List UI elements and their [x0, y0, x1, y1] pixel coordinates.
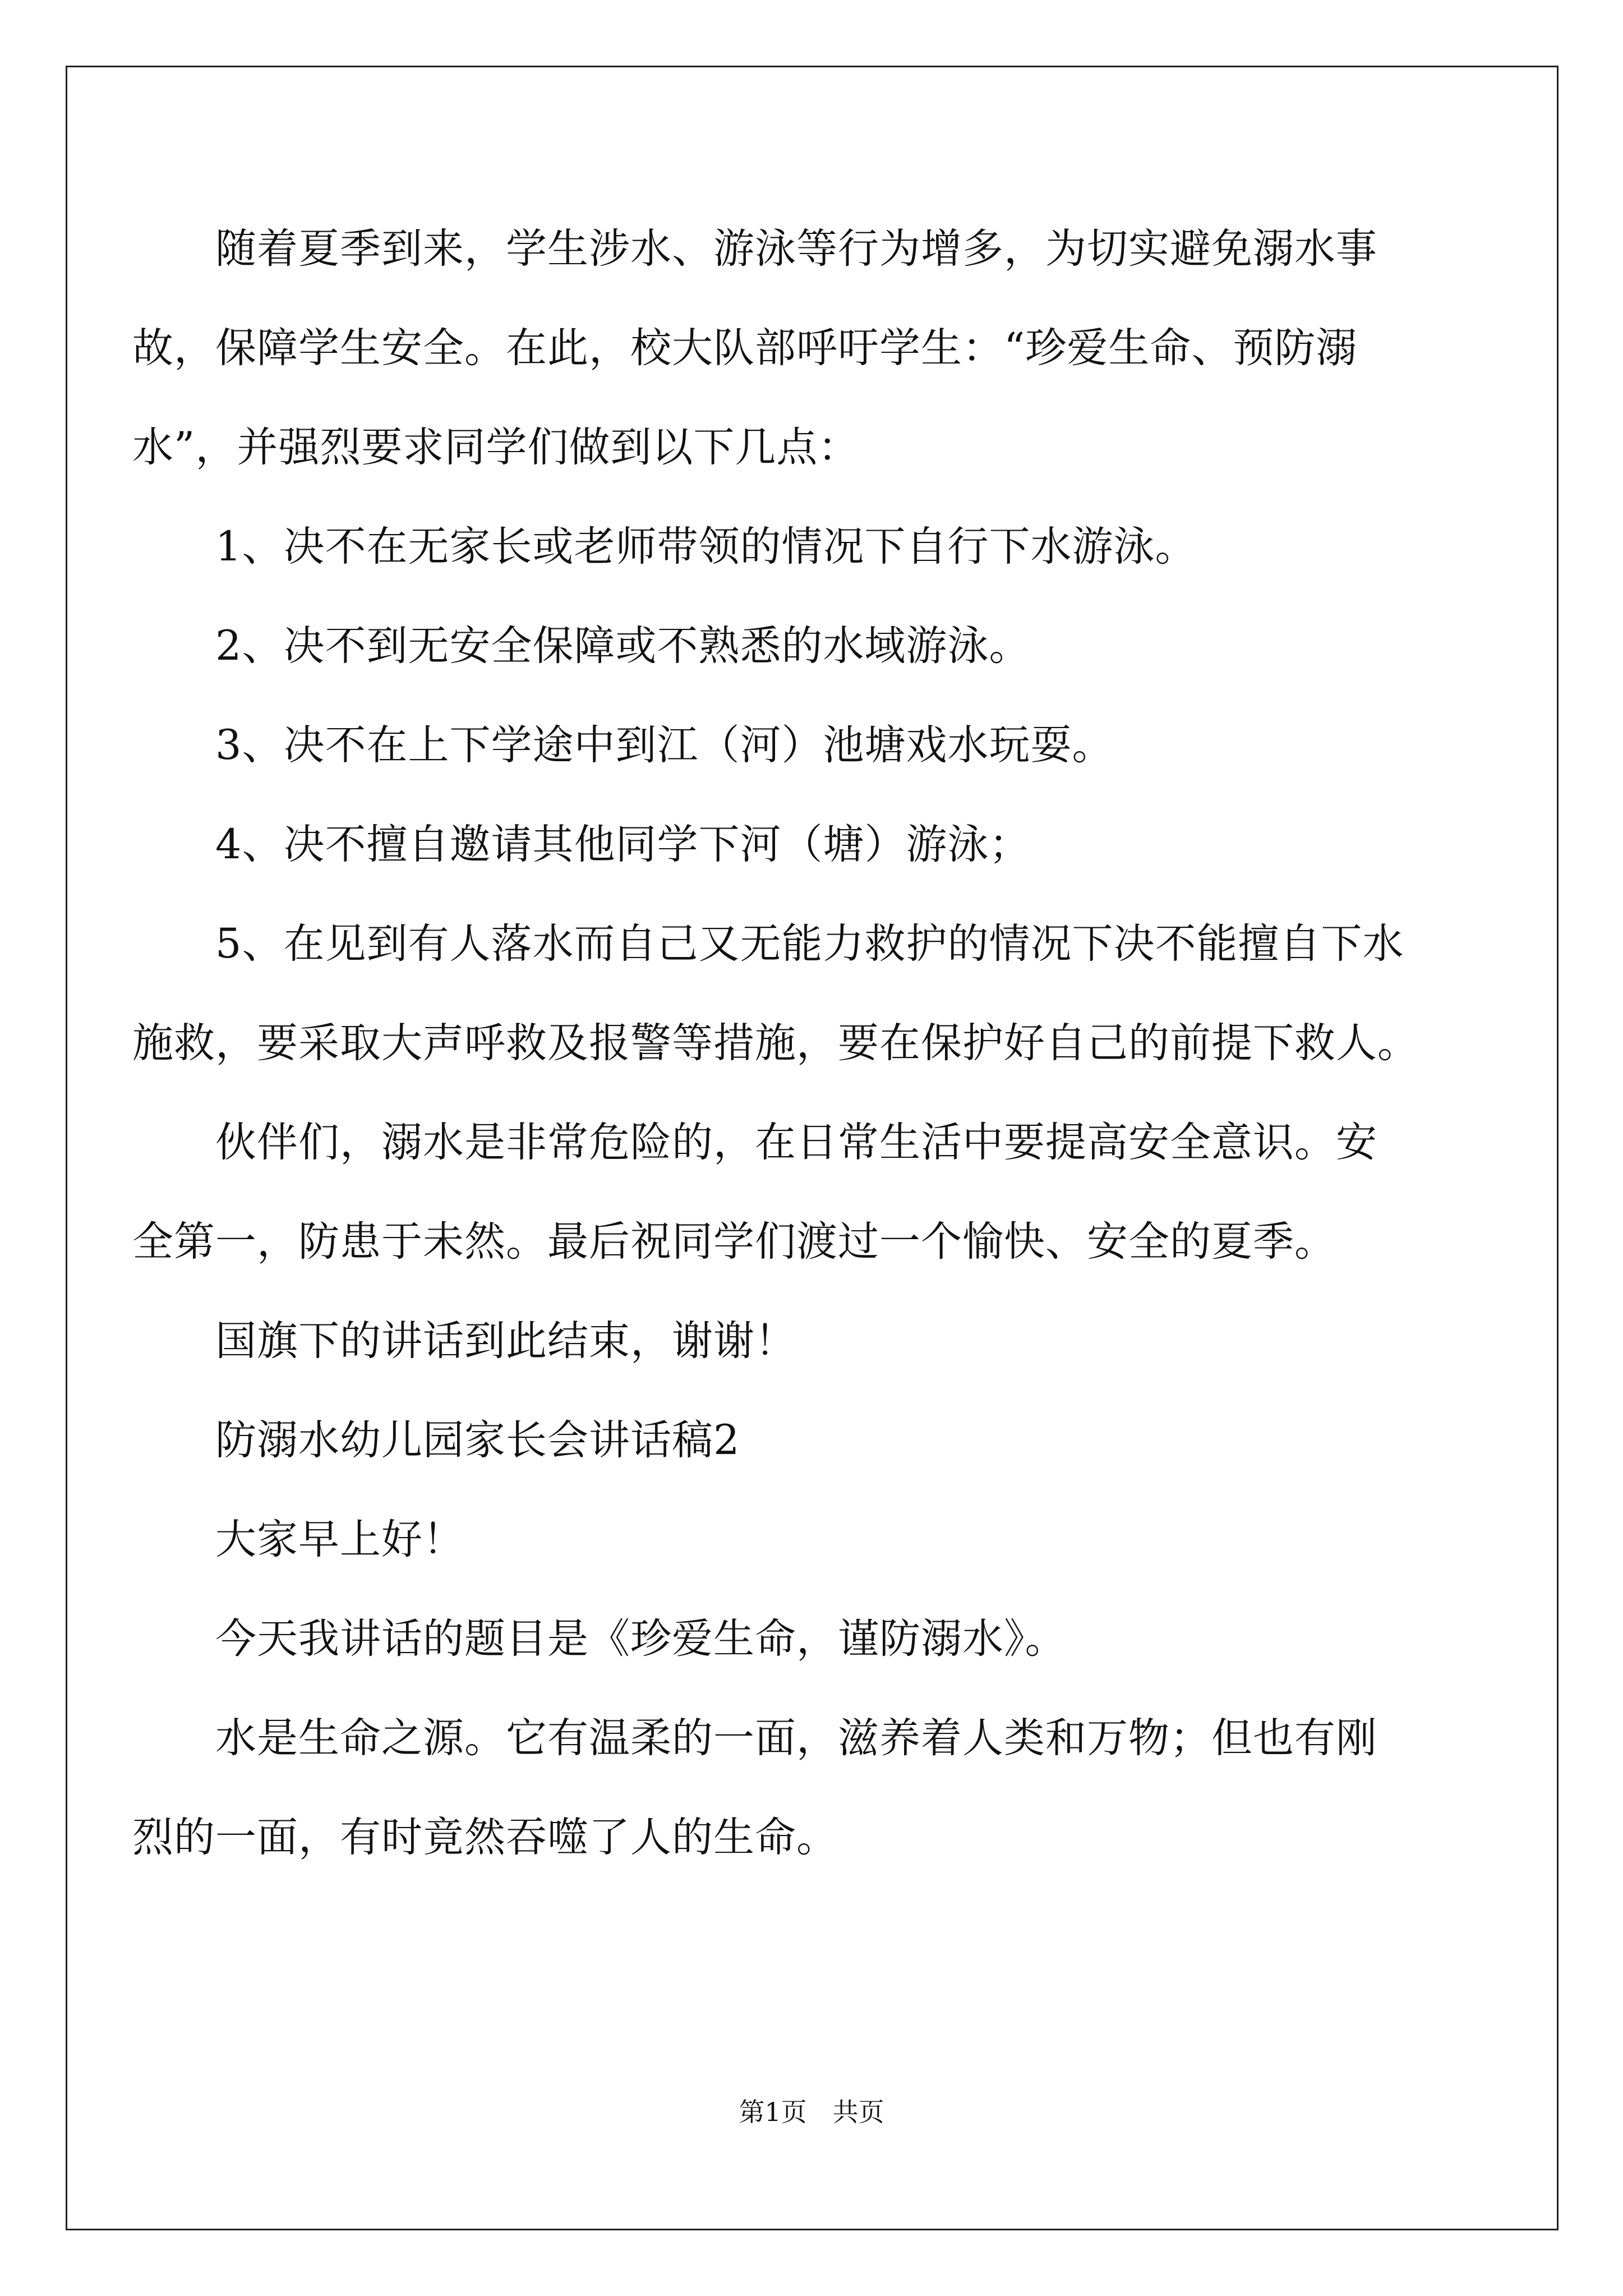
paragraph-6-line-1: 5、在见到有人落水而自己又无能力救护的情况下决不能擅自下水	[132, 920, 1404, 968]
paragraph-7-line-2: 全第一，防患于未然。最后祝同学们渡过一个愉快、安全的夏季。	[132, 1218, 1336, 1266]
paragraph-5: 4、决不擅自邀请其他同学下河（塘）游泳；	[132, 821, 1031, 868]
page-number: 第1页 共页	[739, 2097, 884, 2127]
paragraph-1-line-2: 故，保障学生安全。在此，校大队部呼吁学生：“珍爱生命、预防溺	[132, 324, 1358, 372]
paragraph-8: 国旗下的讲话到此结束，谢谢！	[132, 1317, 796, 1365]
paragraph-12-line-2: 烈的一面，有时竟然吞噬了人的生命。	[132, 1814, 838, 1861]
paragraph-1-line-3: 水”，并强烈要求同学们做到以下几点：	[132, 424, 860, 471]
paragraph-10: 大家早上好！	[132, 1516, 464, 1563]
paragraph-6-line-2: 施救，要采取大声呼救及报警等措施，要在保护好自己的前提下救人。	[132, 1019, 1419, 1067]
page-footer	[0, 2095, 1623, 2129]
paragraph-4: 3、决不在上下学途中到江（河）池塘戏水玩耍。	[132, 721, 1114, 769]
paragraph-12-line-1: 水是生命之源。它有温柔的一面，滋养着人类和万物；但也有刚	[132, 1714, 1377, 1762]
paragraph-9-heading: 防溺水幼儿园家长会讲话稿2	[132, 1416, 740, 1464]
paragraph-11: 今天我讲话的题目是《珍爱生命，谨防溺水》。	[132, 1615, 1067, 1663]
paragraph-7-line-1: 伙伴们，溺水是非常危险的，在日常生活中要提高安全意识。安	[132, 1119, 1377, 1166]
paragraph-2: 1、决不在无家长或老师带领的情况下自行下水游泳。	[132, 523, 1197, 570]
paragraph-1-line-1: 随着夏季到来，学生涉水、游泳等行为增多，为切实避免溺水事	[132, 225, 1377, 273]
paragraph-3: 2、决不到无安全保障或不熟悉的水域游泳。	[132, 622, 1031, 670]
